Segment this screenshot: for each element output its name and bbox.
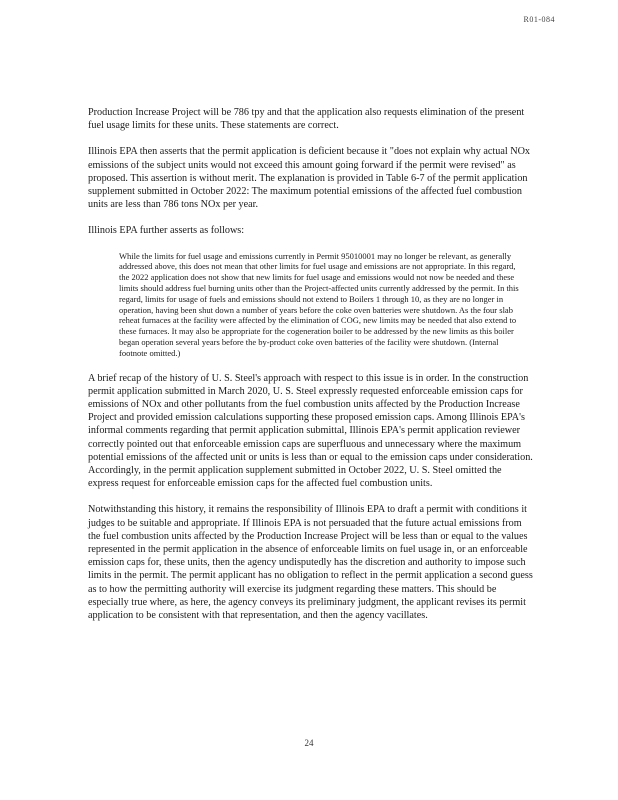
document-id: R01-084 [523,15,555,24]
page-number: 24 [304,738,314,748]
paragraph-2: Illinois EPA then asserts that the permit application is deficient because it "does not explain why actual NOx emissions of the subject units would not exceed this amount going forward if the permit were revised" as proposed. This assertion is without merit. The explanation is provided in Table 6-7 of the permit application supplement submitted in October 2022: The maximum potential emissions of the affected fuel combustion units are less than 786 tons NOx per year. [88,146,531,211]
paragraph-1: Production Increase Project will be 786 tpy and that the application also requests elimination of the present fuel usage limits for these units. These statements are correct. [88,107,525,132]
block-quote: While the limits for fuel usage and emissions currently in Permit 95010001 may no longer be relevant, as generally addressed above, this does not mean that other limits for fuel usage and emissions are not appropriate. In this regard, the 2022 application does not show that new limits for fuel usage and emissions would not now be needed and these limits should address fuel burning units other than the Project-affected units currently addressed by the permit. In this regard, limits for usage of fuels and emissions should not extend to Boilers 1 through 10, as they are no longer in operation, having been shut down a number of years before the coke oven batteries were shutdown. As the four slab reheat furnaces at the facility were affected by the elimination of COG, new limits may be needed that also extend to these furnaces. It may also be appropriate for the cogeneration boiler to be addressed by the new limits as this boiler began operation several years before the by-product coke oven batteries of the facility were shutdown. (Internal footnote omitted.) [119,250,519,358]
paragraph-3: Illinois EPA further asserts as follows: [88,225,245,237]
page-body [88,106,534,635]
paragraph-5: Notwithstanding this history, it remains the responsibility of Illinois EPA to draft a permit with conditions it judges to be suitable and appropriate. If Illinois EPA is not persuaded that the future actual emissions from the fuel combustion units affected by the Production Increase Project will be less than or equal to the values represented in the permit application in the absence of enforceable limits on fuel usage in, or an enforceable emission caps for, these units, then the agency undisputedly has the discretion and authority to impose such limits in the permit. The permit applicant has no obligation to reflect in the permit application a second guess as to how the permitting authority will exercise its judgment regarding these matters. This should be especially true where, as here, the agency conveys its preliminary judgment, the applicant revises its permit application to be consistent with that representation, and then the agency vacillates. [88,504,533,622]
paragraph-4: A brief recap of the history of U. S. Steel's approach with respect to this issue is in order. In the construction permit application submitted in March 2020, U. S. Steel expressly requested enforceable emission caps for emissions of NOx and other pollutants from the fuel combustion units affected by the Production Increase Project and provided emission calculations supporting these proposed emission caps. Among Illinois EPA's informal comments regarding that permit application submittal, Illinois EPA's permit application reviewer correctly pointed out that enforceable emission caps are superfluous and unnecessary where the maximum potential emissions of the affected unit or units is less than or equal to the emission caps under consideration. Accordingly, in the permit application supplement submitted in October 2022, U. S. Steel omitted the express request for enforceable emission caps for the affected fuel combustion units. [88,372,533,490]
